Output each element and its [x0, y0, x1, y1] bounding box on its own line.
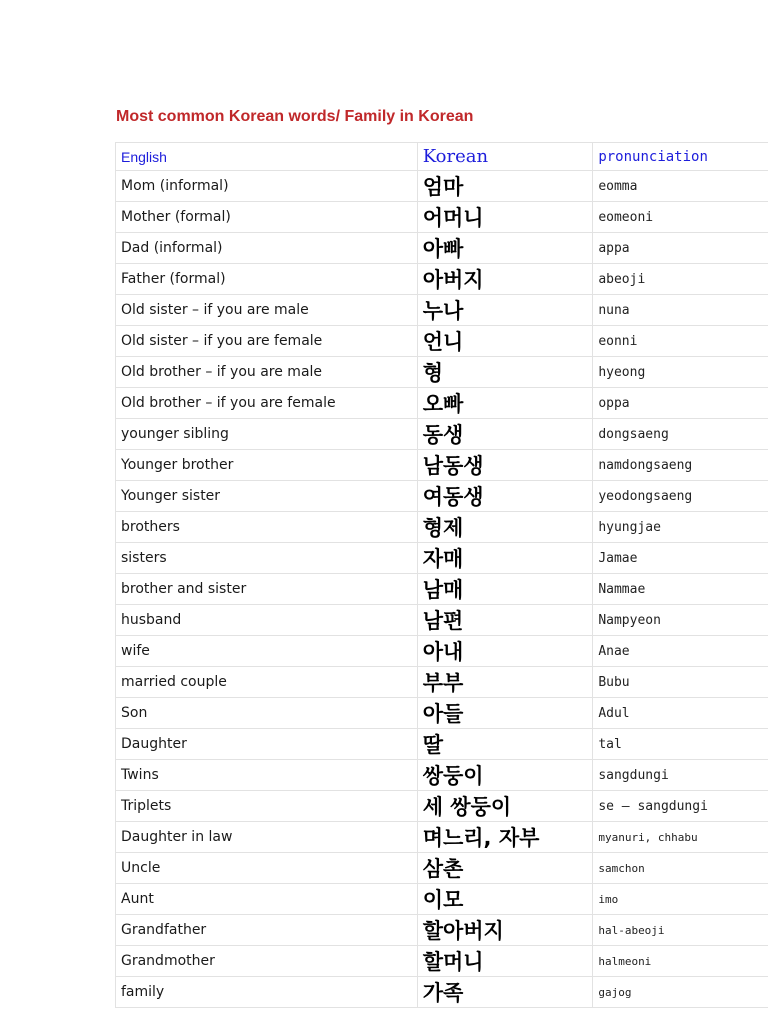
- header-english: English: [116, 143, 418, 171]
- table-row: [116, 171, 768, 202]
- table-row: [116, 853, 768, 884]
- pronunciation-cell: appa: [593, 233, 768, 264]
- english-word-cell: Aunt: [116, 884, 418, 915]
- table-row: [116, 295, 768, 326]
- english-word-cell: Younger brother: [116, 450, 418, 481]
- english-word-cell: married couple: [116, 667, 418, 698]
- korean-word-cell: 세 쌍둥이: [417, 791, 593, 822]
- english-word-cell: Mother (formal): [116, 202, 418, 233]
- english-word-cell: Son: [116, 698, 418, 729]
- korean-word-cell: 이모: [417, 884, 593, 915]
- pronunciation-cell: hal-abeoji: [593, 915, 768, 946]
- pronunciation-cell: oppa: [593, 388, 768, 419]
- pronunciation-cell: hyungjae: [593, 512, 768, 543]
- table-row: [116, 822, 768, 853]
- table-row: [116, 977, 768, 1008]
- korean-word-cell: 언니: [417, 326, 593, 357]
- pronunciation-cell: abeoji: [593, 264, 768, 295]
- table-row: [116, 419, 768, 450]
- english-word-cell: husband: [116, 605, 418, 636]
- pronunciation-cell: eomma: [593, 171, 768, 202]
- korean-word-cell: 형제: [417, 512, 593, 543]
- table-row: [116, 264, 768, 295]
- english-word-cell: family: [116, 977, 418, 1008]
- english-word-cell: Daughter: [116, 729, 418, 760]
- korean-word-cell: 동생: [417, 419, 593, 450]
- pronunciation-cell: se – sangdungi: [593, 791, 768, 822]
- table-row: [116, 450, 768, 481]
- korean-word-cell: 가족: [417, 977, 593, 1008]
- pronunciation-cell: dongsaeng: [593, 419, 768, 450]
- korean-word-cell: 남동생: [417, 450, 593, 481]
- pronunciation-cell: eomeoni: [593, 202, 768, 233]
- pronunciation-cell: halmeoni: [593, 946, 768, 977]
- english-word-cell: Grandfather: [116, 915, 418, 946]
- english-word-cell: Old sister – if you are male: [116, 295, 418, 326]
- table-row: [116, 388, 768, 419]
- korean-word-cell: 아들: [417, 698, 593, 729]
- table-row: [116, 605, 768, 636]
- korean-word-cell: 자매: [417, 543, 593, 574]
- pronunciation-cell: gajog: [593, 977, 768, 1008]
- pronunciation-cell: sangdungi: [593, 760, 768, 791]
- vocabulary-table: [115, 142, 768, 1008]
- english-word-cell: younger sibling: [116, 419, 418, 450]
- english-word-cell: Triplets: [116, 791, 418, 822]
- korean-word-cell: 아빠: [417, 233, 593, 264]
- english-word-cell: Uncle: [116, 853, 418, 884]
- table-row: [116, 202, 768, 233]
- table-row: [116, 667, 768, 698]
- korean-word-cell: 어머니: [417, 202, 593, 233]
- korean-word-cell: 누나: [417, 295, 593, 326]
- page-title: Most common Korean words/ Family in Korean: [116, 108, 474, 125]
- pronunciation-cell: Bubu: [593, 667, 768, 698]
- korean-word-cell: 쌍둥이: [417, 760, 593, 791]
- korean-word-cell: 여동생: [417, 481, 593, 512]
- table-row: [116, 357, 768, 388]
- english-word-cell: Old brother – if you are female: [116, 388, 418, 419]
- korean-word-cell: 할머니: [417, 946, 593, 977]
- pronunciation-cell: Nampyeon: [593, 605, 768, 636]
- pronunciation-cell: imo: [593, 884, 768, 915]
- korean-word-cell: 아버지: [417, 264, 593, 295]
- table-row: [116, 946, 768, 977]
- english-word-cell: Dad (informal): [116, 233, 418, 264]
- english-word-cell: brothers: [116, 512, 418, 543]
- pronunciation-cell: Nammae: [593, 574, 768, 605]
- pronunciation-cell: myanuri, chhabu: [593, 822, 768, 853]
- table-row: [116, 729, 768, 760]
- pronunciation-cell: tal: [593, 729, 768, 760]
- header-korean: Korean: [417, 143, 593, 171]
- pronunciation-cell: Adul: [593, 698, 768, 729]
- pronunciation-cell: Anae: [593, 636, 768, 667]
- english-word-cell: Old brother – if you are male: [116, 357, 418, 388]
- english-word-cell: sisters: [116, 543, 418, 574]
- table-row: [116, 698, 768, 729]
- pronunciation-cell: namdongsaeng: [593, 450, 768, 481]
- table-row: [116, 233, 768, 264]
- korean-word-cell: 삼촌: [417, 853, 593, 884]
- korean-word-cell: 아내: [417, 636, 593, 667]
- table-body: [116, 171, 768, 1008]
- table-row: [116, 512, 768, 543]
- english-word-cell: wife: [116, 636, 418, 667]
- pronunciation-cell: Jamae: [593, 543, 768, 574]
- table-row: [116, 636, 768, 667]
- table-row: [116, 760, 768, 791]
- english-word-cell: brother and sister: [116, 574, 418, 605]
- table-row: [116, 915, 768, 946]
- english-word-cell: Old sister – if you are female: [116, 326, 418, 357]
- pronunciation-cell: samchon: [593, 853, 768, 884]
- korean-word-cell: 할아버지: [417, 915, 593, 946]
- pronunciation-cell: nuna: [593, 295, 768, 326]
- korean-word-cell: 딸: [417, 729, 593, 760]
- table-row: [116, 543, 768, 574]
- english-word-cell: Mom (informal): [116, 171, 418, 202]
- header-pronunciation: pronunciation: [593, 143, 768, 171]
- english-word-cell: Daughter in law: [116, 822, 418, 853]
- korean-word-cell: 남매: [417, 574, 593, 605]
- korean-word-cell: 오빠: [417, 388, 593, 419]
- table-row: [116, 326, 768, 357]
- english-word-cell: Younger sister: [116, 481, 418, 512]
- english-word-cell: Grandmother: [116, 946, 418, 977]
- english-word-cell: Twins: [116, 760, 418, 791]
- korean-word-cell: 남편: [417, 605, 593, 636]
- table-row: [116, 481, 768, 512]
- korean-word-cell: 형: [417, 357, 593, 388]
- table-row: [116, 884, 768, 915]
- korean-word-cell: 며느리, 자부: [417, 822, 593, 853]
- table-row: [116, 791, 768, 822]
- table-row: [116, 574, 768, 605]
- pronunciation-cell: yeodongsaeng: [593, 481, 768, 512]
- pronunciation-cell: hyeong: [593, 357, 768, 388]
- pronunciation-cell: eonni: [593, 326, 768, 357]
- korean-word-cell: 엄마: [417, 171, 593, 202]
- korean-word-cell: 부부: [417, 667, 593, 698]
- table-header-row: [116, 143, 768, 171]
- english-word-cell: Father (formal): [116, 264, 418, 295]
